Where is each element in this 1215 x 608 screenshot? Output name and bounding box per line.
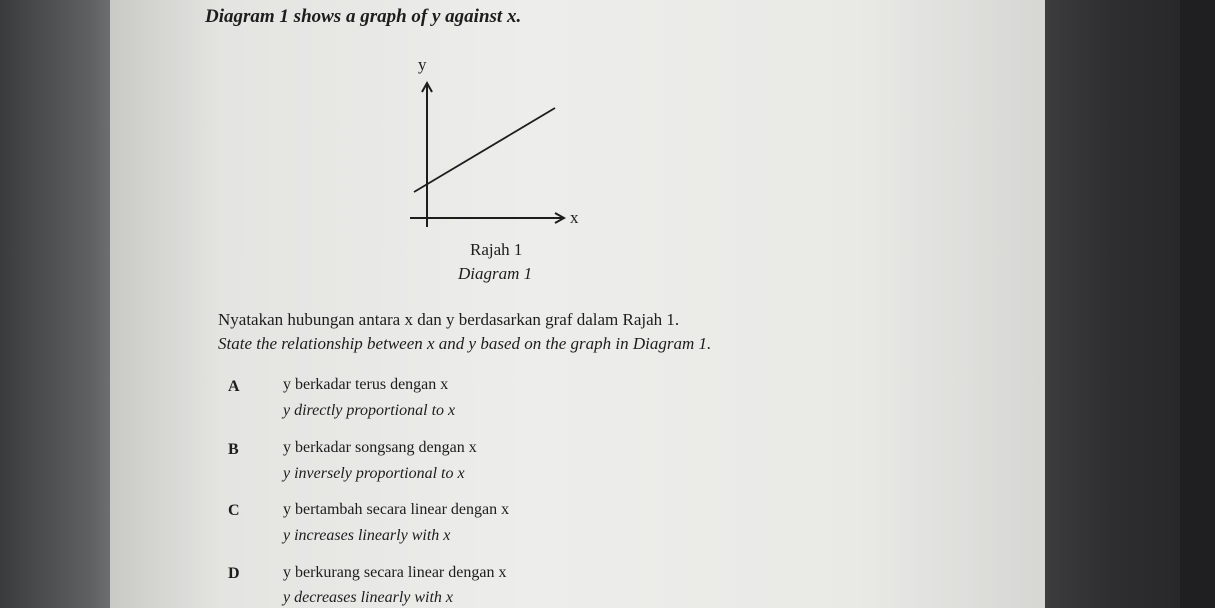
option-c-malay[interactable]: y bertambah secara linear dengan x xyxy=(283,501,510,518)
background-edge xyxy=(1180,0,1215,608)
option-d-letter[interactable]: D xyxy=(228,565,240,582)
option-b-letter[interactable]: B xyxy=(228,441,239,458)
caption-malay: Rajah 1 xyxy=(470,240,523,259)
option-a-english[interactable]: y directly proportional to x xyxy=(283,402,456,419)
question-malay: Nyatakan hubungan antara x dan y berdasarkan graf dalam Rajah 1. xyxy=(218,310,680,329)
option-c-letter[interactable]: C xyxy=(228,502,240,519)
option-a-letter[interactable]: A xyxy=(228,378,240,395)
caption-english: Diagram 1 xyxy=(458,264,533,283)
line-graph xyxy=(400,50,600,240)
intro-text: Diagram 1 shows a graph of y against x. xyxy=(205,6,522,27)
y-axis-label: y xyxy=(418,55,427,74)
graph-line xyxy=(414,108,555,192)
option-b-english[interactable]: y inversely proportional to x xyxy=(283,465,465,482)
question-english: State the relationship between x and y based on the graph in Diagram 1. xyxy=(218,334,712,353)
option-b-malay[interactable]: y berkadar songsang dengan x xyxy=(283,439,477,456)
option-d-english[interactable]: y decreases linearly with x xyxy=(283,589,454,606)
option-c-english[interactable]: y increases linearly with x xyxy=(283,527,451,544)
x-axis-label: x xyxy=(570,208,579,227)
option-a-malay[interactable]: y berkadar terus dengan x xyxy=(283,376,449,393)
option-d-malay[interactable]: y berkurang secara linear dengan x xyxy=(283,564,507,581)
